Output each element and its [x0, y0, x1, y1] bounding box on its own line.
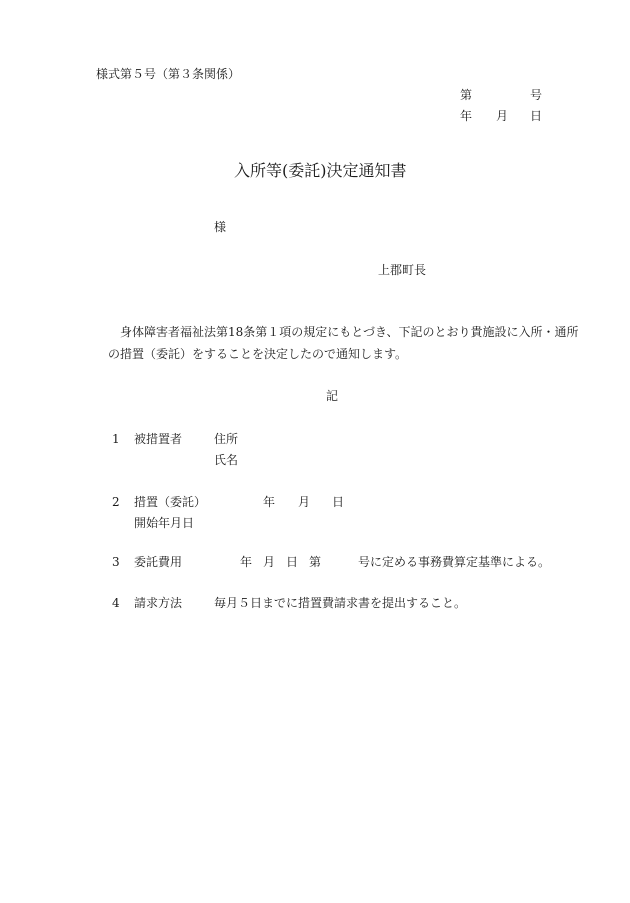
- document-title: 入所等(委託)決定通知書: [234, 161, 407, 180]
- item-3-month: 月: [263, 555, 276, 569]
- issuer: 上郡町長: [378, 263, 427, 277]
- item-4-label: 請求方法: [134, 596, 183, 610]
- body-line-2: の措置（委託）をすることを決定したので通知します。: [108, 347, 408, 361]
- number-prefix: 第: [460, 88, 473, 102]
- item-2-month: 月: [298, 495, 311, 509]
- item-1-label: 被措置者: [134, 432, 183, 446]
- item-2-day: 日: [332, 495, 345, 509]
- item-2-year: 年: [263, 495, 276, 509]
- item-2-label-line-2: 開始年月日: [134, 516, 195, 530]
- date-month: 月: [496, 109, 509, 123]
- item-2-label-line-1: 措置（委託）: [134, 495, 207, 509]
- item-1-name-label: 氏名: [214, 453, 239, 467]
- date-day: 日: [530, 109, 543, 123]
- item-3-day: 日: [286, 555, 299, 569]
- addressee-suffix: 様: [214, 220, 227, 234]
- item-4-number: 4: [112, 596, 120, 610]
- item-1-number: 1: [112, 432, 120, 446]
- ki-label: 記: [326, 389, 339, 403]
- number-suffix: 号: [530, 88, 543, 102]
- item-3-number: 3: [112, 555, 120, 569]
- item-4-text: 毎月５日までに措置費請求書を提出すること。: [214, 596, 467, 610]
- item-3-year: 年: [240, 555, 253, 569]
- item-3-label: 委託費用: [134, 555, 183, 569]
- form-label: 様式第５号（第３条関係）: [96, 67, 241, 81]
- body-line-1: 身体障害者福祉法第18条第１項の規定にもとづき、下記のとおり貴施設に入所・通所: [120, 325, 579, 339]
- item-1-address-label: 住所: [214, 432, 239, 446]
- date-year: 年: [460, 109, 473, 123]
- item-2-number: 2: [112, 495, 120, 509]
- item-3-text: 号に定める事務費算定基準による。: [358, 555, 551, 569]
- item-3-dai: 第: [309, 555, 322, 569]
